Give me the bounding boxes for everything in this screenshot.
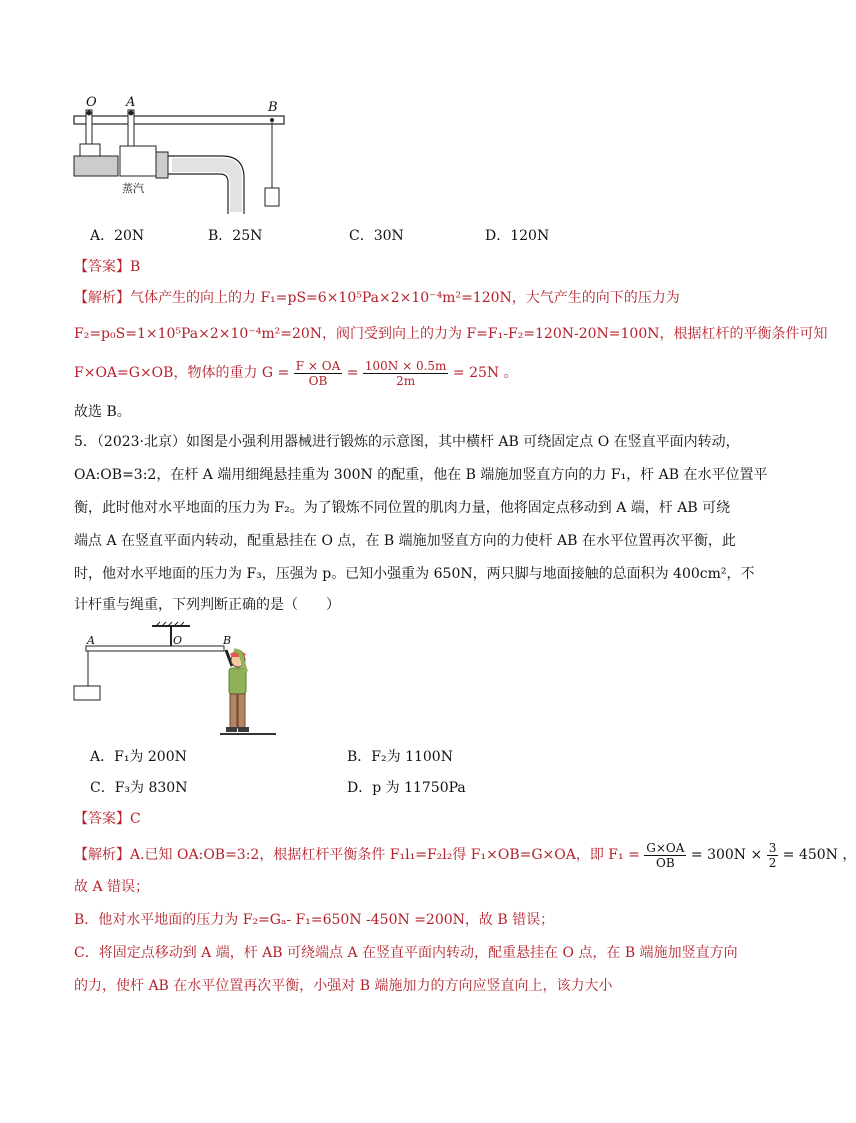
q5-formula-end: = 450N ， [782, 847, 856, 863]
q4-formula-prefix: F×OA=G×OB，物体的重力 G = [74, 365, 290, 381]
q5-option-b: B．F₂为 1100N [347, 749, 453, 765]
q5-option-d: D．p 为 11750Pa [347, 780, 466, 796]
exercise-lever-figure [70, 622, 300, 740]
q5-explanation-a-conclusion: 故 A 错误； [74, 879, 150, 895]
q5-explanation-a-text: A.已知 OA:OB=3:2，根据杠杆平衡条件 F₁l₁=F₂l₂得 F₁×OB=G×OA，即 F₁ = [130, 847, 640, 863]
q4-option-a: A．20N [90, 228, 145, 244]
fig1-label-steam: 蒸汽 [122, 182, 144, 195]
q5-explanation-c-1: C．将固定点移动到 A 端，杆 AB 可绕端点 A 在竖直平面内转动，配重悬挂在 O 点，在 B 端施加竖直方向 [74, 945, 738, 961]
q4-option-b: B．25N [208, 228, 263, 244]
q4-frac2-num: 100N × 0.5m [364, 358, 447, 373]
q4-frac1-num: F × OA [295, 358, 341, 373]
q5-frac1-den: OB [656, 855, 675, 870]
q5-explanation-line-a [74, 840, 856, 870]
q4-explanation-line-2: F₂=p₀S=1×10⁵Pa×2×10⁻⁴m²=20N，阀门受到向上的力为 F=F₁-F₂=120N-20N=100N，根据杠杆的平衡条件可知 [74, 326, 828, 342]
q4-formula-result: = 25N 。 [452, 365, 518, 381]
q5-stem-line-5: 时，他对水平地面的压力为 F₃，压强为 p。已知小强重为 650N，两只脚与地面接触的总面积为 400cm²，不 [74, 566, 755, 582]
fig1-label-o: O [86, 95, 97, 110]
fig2-label-b: B [223, 634, 232, 647]
q5-stem-line-6: 计杆重与绳重，下列判断正确的是（ ） [74, 597, 340, 613]
fig2-label-o: O [173, 634, 183, 647]
q5-answer: 【答案】C [74, 811, 141, 827]
lever-valve-figure [72, 96, 292, 218]
q4-explanation-tag: 【解析】 [74, 290, 130, 306]
q5-stem-line-2: OA:OB=3:2，在杆 A 端用细绳悬挂重为 300N 的配重，他在 B 端施加竖直方向的力 F₁，杆 AB 在水平位置平 [74, 467, 768, 483]
q5-formula-mid: = 300N × [690, 847, 763, 863]
fig2-label-a: A [87, 634, 95, 647]
q5-frac2-den: 2 [768, 855, 777, 870]
q5-frac2-num: 3 [768, 840, 777, 855]
q4-frac1-den: OB [308, 373, 328, 388]
q4-explanation-line-1 [74, 288, 680, 308]
q4-option-d: D．120N [485, 228, 550, 244]
q5-stem-line-4: 端点 A 在竖直平面内转动，配重悬挂在 O 点，在 B 端施加竖直方向的力使杆 AB 在水平位置再次平衡，此 [74, 533, 736, 549]
q5-stem-line-1: 5．（2023·北京）如图是小强利用器械进行锻炼的示意图，其中横杆 AB 可绕固定点 O 在竖直平面内转动， [74, 434, 740, 450]
q5-explanation-c-2: 的力，使杆 AB 在水平位置再次平衡，小强对 B 端施加力的方向应竖直向上，该力大小 [74, 978, 613, 994]
q5-explanation-b: B．他对水平地面的压力为 F₂=Gₐ- F₁=650N -450N =200N，故 B 错误； [74, 912, 555, 928]
q5-option-a: A．F₁为 200N [90, 749, 187, 765]
q5-stem-line-3: 衡，此时他对水平地面的压力为 F₂。为了锻炼不同位置的肌肉力量，他将固定点移动到 A 端，杆 AB 可绕 [74, 500, 731, 516]
fig1-label-b: B [268, 100, 278, 115]
q4-explanation-line-3: F×OA=G×OB，物体的重力 G = $\frac{F \times OA}{OB}$ = $\frac{100N \times 0.5m}{2m}$ = 25N 。 [74, 358, 518, 388]
q4-answer: 【答案】B [74, 259, 141, 275]
fig1-label-a: A [126, 95, 136, 110]
q4-explanation-text-1: 气体产生的向上的力 F₁=pS=6×10⁵Pa×2×10⁻⁴m²=120N，大气产生的向下的压力为 [130, 290, 680, 306]
q5-explanation-tag: 【解析】 [74, 847, 130, 863]
q4-option-c: C．30N [349, 228, 404, 244]
q4-frac2-den: 2m [396, 373, 416, 388]
q5-option-c: C．F₃为 830N [90, 780, 188, 796]
q4-conclusion: 故选 B。 [74, 404, 131, 420]
q5-frac1-num: G×OA [646, 840, 685, 855]
